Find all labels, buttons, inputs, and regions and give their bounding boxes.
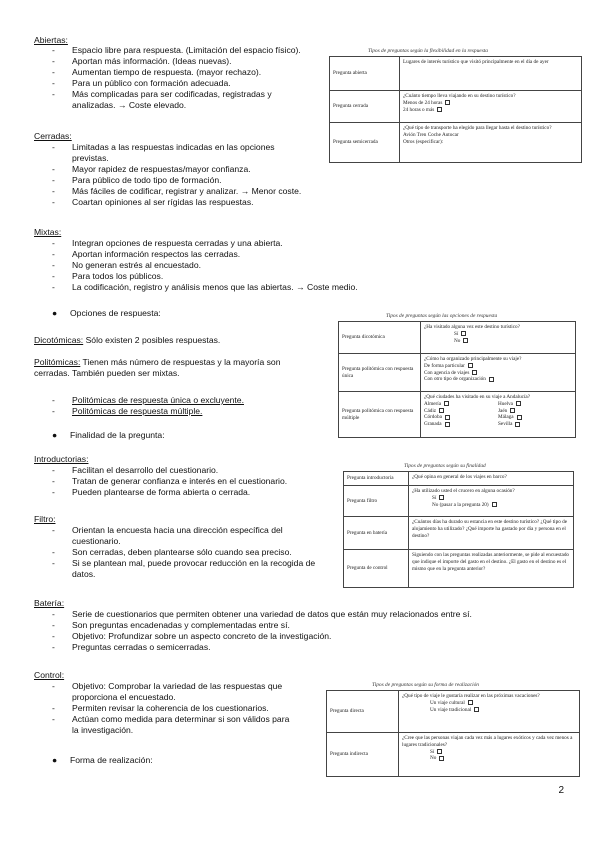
question-text: ¿Qué tipo de transporte ha elegido para llegar hasta el destino turístico? — [403, 125, 552, 131]
dicotomicas-text: Sólo existen 2 posibles respuestas. — [83, 335, 221, 345]
table-row-label: Pregunta de control — [344, 550, 409, 588]
table-row-content — [400, 123, 582, 163]
table-row-label: Pregunta dicotómica — [339, 322, 421, 354]
checkbox-icon — [468, 700, 473, 705]
option-label: No (pasar a la pregunta 20) — [432, 501, 489, 508]
question-text: ¿Cuánto tiempo lleva viajando en su destino turístico? — [403, 93, 516, 99]
table-row-content: ¿Qué opina en general de los viajes en barco? — [409, 472, 574, 486]
checkbox-icon — [437, 749, 442, 754]
table-row-content — [399, 691, 580, 733]
checkbox-icon — [489, 377, 494, 382]
control-list — [50, 681, 320, 736]
option — [424, 414, 498, 421]
table3-caption: Tipos de preguntas según su finalidad — [404, 463, 486, 469]
table-row — [344, 472, 574, 486]
list-item: - Limitadas a las respuestas indicadas en las opciones previstas. — [50, 142, 300, 164]
checkbox-icon — [439, 408, 444, 413]
table-row-content — [399, 733, 580, 777]
checkbox-icon — [510, 408, 515, 413]
option-label: Con otro tipo de organización — [424, 376, 486, 383]
realization-form-table — [326, 690, 580, 777]
table2-caption: Tipos de preguntas según las opciones de respuesta — [386, 313, 498, 319]
list-item: - Para todos los públicos. — [50, 271, 450, 282]
table-row-content — [421, 322, 576, 354]
question-text: ¿Qué tipo de viaje le gustaría realizar en las próximas vacaciones? — [402, 693, 540, 699]
list-item: - Politómicas de respuesta única o excluyente. — [50, 395, 310, 406]
table-row-label: Pregunta filtro — [344, 486, 409, 517]
option-label: 24 horas o más — [403, 106, 435, 113]
bateria-heading: Batería: — [34, 598, 65, 608]
table-row — [330, 57, 582, 91]
politomicas-text: Tienen más número de respuestas y la mayoría son cerradas. También pueden ser mixtas. — [34, 357, 281, 378]
option — [424, 421, 498, 428]
table-row-content — [421, 354, 576, 392]
abiertas-heading: Abiertas: — [34, 35, 68, 45]
list-item: - Son cerradas, deben plantearse sólo cuando sea preciso. — [50, 547, 340, 558]
option-label: No — [430, 755, 437, 762]
option-label: Sí — [454, 330, 459, 337]
list-item: - Tratan de generar confianza e interés en el cuestionario. — [50, 476, 340, 487]
option-label: Huelva — [498, 400, 513, 407]
politomicas-paragraph — [34, 357, 314, 379]
checkbox-icon — [445, 415, 450, 420]
table-row-label: Pregunta semicerrada — [330, 123, 400, 163]
table-row-content: Lugares de interés turístico que visitó principalmente en el día de ayer — [400, 57, 582, 91]
politomicas-heading: Politómicas: — [34, 357, 81, 367]
option-label: No — [454, 337, 461, 344]
introductorias-list — [50, 465, 340, 498]
option-other: Otros (especificar): — [403, 138, 444, 145]
option-label: Menos de 24 horas — [403, 99, 443, 106]
filtro-heading: Filtro: — [34, 514, 56, 524]
response-options-table — [338, 321, 576, 438]
list-item: - Facilitan el desarrollo del cuestionario. — [50, 465, 340, 476]
question-text: ¿Cree que las personas viajan cada vez más a lugares exóticos y cada vez menos a lugares tradicionales? — [402, 735, 573, 748]
table-row-label: Pregunta cerrada — [330, 91, 400, 123]
option-label: Málaga — [498, 414, 514, 421]
list-item: - Aumentan tiempo de respuesta. (mayor rechazo). — [50, 67, 322, 78]
list-item: - Espacio libre para respuesta. (Limitación del espacio físico). — [50, 45, 322, 56]
option — [424, 331, 572, 338]
option — [402, 700, 576, 707]
purpose-table — [343, 471, 574, 588]
table-row-label: Pregunta directa — [327, 691, 399, 733]
opciones-respuesta-label: Opciones de respuesta: — [70, 308, 161, 318]
bullet-dot: ● — [52, 755, 58, 765]
list-item: - Para un público con formación adecuada. — [50, 78, 322, 89]
list-item: - Más fáciles de codificar, registrar y analizar. → Menor coste. — [50, 186, 332, 197]
table-row-label: Pregunta politómica con respuesta única — [339, 354, 421, 392]
city-grid — [424, 401, 572, 428]
checkbox-icon — [463, 338, 468, 343]
option — [498, 414, 572, 421]
option-label: Sevilla — [498, 421, 513, 428]
option — [424, 338, 572, 345]
flexibility-table — [329, 56, 582, 163]
option — [403, 100, 578, 107]
option-label: Córdoba — [424, 414, 442, 421]
table-row-content: ¿Cuántos días ha durado su estancia en este destino turístico? ¿Qué tipo de alojamiento ha utilizado? ¿Qué importe ha gastado por día y persona en el destino? — [409, 517, 574, 550]
bateria-list — [50, 609, 550, 653]
list-item: - Mayor rapidez de respuestas/mayor confianza. — [50, 164, 332, 175]
table-row — [344, 517, 574, 550]
question-text: ¿Ha visitado alguna vez este destino turístico? — [424, 324, 520, 330]
introductorias-heading: Introductorias: — [34, 454, 89, 464]
table4-caption: Tipos de preguntas según su forma de realización — [372, 682, 479, 688]
option — [402, 707, 576, 714]
table-row-content — [400, 91, 582, 123]
table-row — [339, 392, 576, 438]
option-label: Un viaje tradicional — [430, 706, 472, 713]
option — [424, 363, 572, 370]
checkbox-icon — [468, 363, 473, 368]
option-label: Un viaje cultural — [430, 699, 465, 706]
option — [402, 749, 576, 756]
checkbox-icon — [516, 401, 521, 406]
list-item: - Son preguntas encadenadas y complementadas entre sí. — [50, 620, 550, 631]
option-label: Sí — [432, 494, 437, 501]
table-row — [327, 733, 580, 777]
filtro-list — [50, 525, 340, 580]
checkbox-icon — [439, 756, 444, 761]
option-label: Almería — [424, 400, 441, 407]
table1-caption: Tipos de preguntas según la flexibilidad en la respuesta — [368, 48, 488, 54]
checkbox-icon — [515, 422, 520, 427]
list-item: - Preguntas cerradas o semicerradas. — [50, 642, 550, 653]
list-item: - Serie de cuestionarios que permiten obtener una variedad de datos que están muy relacionados entre sí. — [50, 609, 550, 620]
table-row — [330, 91, 582, 123]
table-row-label: Pregunta en batería — [344, 517, 409, 550]
table-row — [344, 550, 574, 588]
table-row — [344, 486, 574, 517]
checkbox-icon — [445, 422, 450, 427]
option-label: De forma particular — [424, 362, 465, 369]
table-row — [339, 322, 576, 354]
table-row-content: Siguiendo con las preguntas realizadas anteriormente, se pide al encuestado que indique el importe del gasto en el destino. ¿El gasto en el destino es el mismo que en la pregunta anterior? — [409, 550, 574, 588]
option — [498, 408, 572, 415]
option-label: Sí — [430, 748, 435, 755]
dicotomicas-paragraph — [34, 335, 220, 346]
option — [412, 502, 570, 509]
list-item: - No generan estrés al encuestado. — [50, 260, 450, 271]
list-item: - Aportan información respectos las cerradas. — [50, 249, 450, 260]
table-row — [339, 354, 576, 392]
question-text: ¿Cómo ha organizado principalmente su viaje? — [424, 356, 522, 362]
list-item: - La codificación, registro y análisis menos que las abiertas. → Coste medio. — [50, 282, 450, 293]
checkbox-icon — [461, 331, 466, 336]
option — [424, 370, 572, 377]
option — [424, 408, 498, 415]
option — [403, 107, 578, 114]
option-label: Granada — [424, 421, 442, 428]
option — [498, 421, 572, 428]
list-item: - Actúan como medida para determinar si son válidos para la investigación. — [50, 714, 298, 736]
list-item: - Pueden plantearse de forma abierta o cerrada. — [50, 487, 340, 498]
list-item: - Aportan más información. (Ideas nuevas). — [50, 56, 322, 67]
politomicas-list — [50, 395, 310, 417]
dicotomicas-heading: Dicotómicas: — [34, 335, 84, 345]
question-text: ¿Qué ciudades ha visitado en su viaje a Andalucía? — [424, 394, 531, 400]
option — [498, 401, 572, 408]
forma-realizacion-label: Forma de realización: — [70, 755, 153, 765]
checkbox-icon — [517, 415, 522, 420]
list-item: - Coartan opiniones al ser rígidas las respuestas. — [50, 197, 332, 208]
forma-realizacion-bullet — [52, 755, 153, 766]
list-item: - Integran opciones de respuesta cerradas y una abierta. — [50, 238, 450, 249]
table-row-content — [409, 486, 574, 517]
option-label: Jaén — [498, 407, 508, 414]
checkbox-icon — [437, 107, 442, 112]
table-row-content — [421, 392, 576, 438]
checkbox-icon — [474, 707, 479, 712]
abiertas-list — [50, 45, 322, 111]
cerradas-heading: Cerradas: — [34, 131, 72, 141]
table-row-label: Pregunta abierta — [330, 57, 400, 91]
page-number: 2 — [558, 785, 564, 796]
table-row — [330, 123, 582, 163]
checkbox-icon — [492, 502, 497, 507]
list-item: - Politómicas de respuesta múltiple. — [50, 406, 310, 417]
list-item: - Más complicadas para ser codificadas, registradas y analizadas. → Coste elevado. — [50, 89, 300, 111]
checkbox-icon — [439, 495, 444, 500]
table-row-label: Pregunta indirecta — [327, 733, 399, 777]
cerradas-list — [50, 142, 332, 208]
list-item: - Objetivo: Comprobar la variedad de las respuestas que proporciona el encuestado. — [50, 681, 290, 703]
list-item: - Para público de todo tipo de formación. — [50, 175, 332, 186]
checkbox-icon — [444, 401, 449, 406]
list-item: - Permiten revisar la coherencia de los cuestionarios. — [50, 703, 320, 714]
option — [424, 376, 572, 383]
list-item: - Objetivo: Profundizar sobre un aspecto concreto de la investigación. — [50, 631, 550, 642]
opciones-respuesta-bullet — [52, 308, 161, 319]
bullet-dot: ● — [52, 430, 58, 440]
table-row-label: Pregunta introductoria — [344, 472, 409, 486]
checkbox-icon — [472, 370, 477, 375]
option — [402, 755, 576, 762]
list-item: - Orientan la encuesta hacia una dirección específica del cuestionario. — [50, 525, 312, 547]
option — [412, 495, 570, 502]
list-item: - Si se plantean mal, puede provocar reducción en la recogida de datos. — [50, 558, 330, 580]
option-label: Con agencia de viajes — [424, 369, 470, 376]
finalidad-label: Finalidad de la pregunta: — [70, 430, 165, 440]
mixtas-list — [50, 238, 450, 293]
checkbox-icon — [445, 100, 450, 105]
option — [424, 401, 498, 408]
table-row-label: Pregunta politómica con respuesta múltiple — [339, 392, 421, 438]
table-row — [327, 691, 580, 733]
mixtas-heading: Mixtas: — [34, 227, 62, 237]
option-line: Avión Tren Coche Autocar — [403, 131, 459, 138]
control-heading: Control: — [34, 670, 65, 680]
option-label: Cádiz — [424, 407, 437, 414]
bullet-dot: ● — [52, 308, 58, 318]
finalidad-bullet — [52, 430, 165, 441]
question-text: ¿Ha utilizado usted el crucero en alguna ocasión? — [412, 488, 515, 494]
